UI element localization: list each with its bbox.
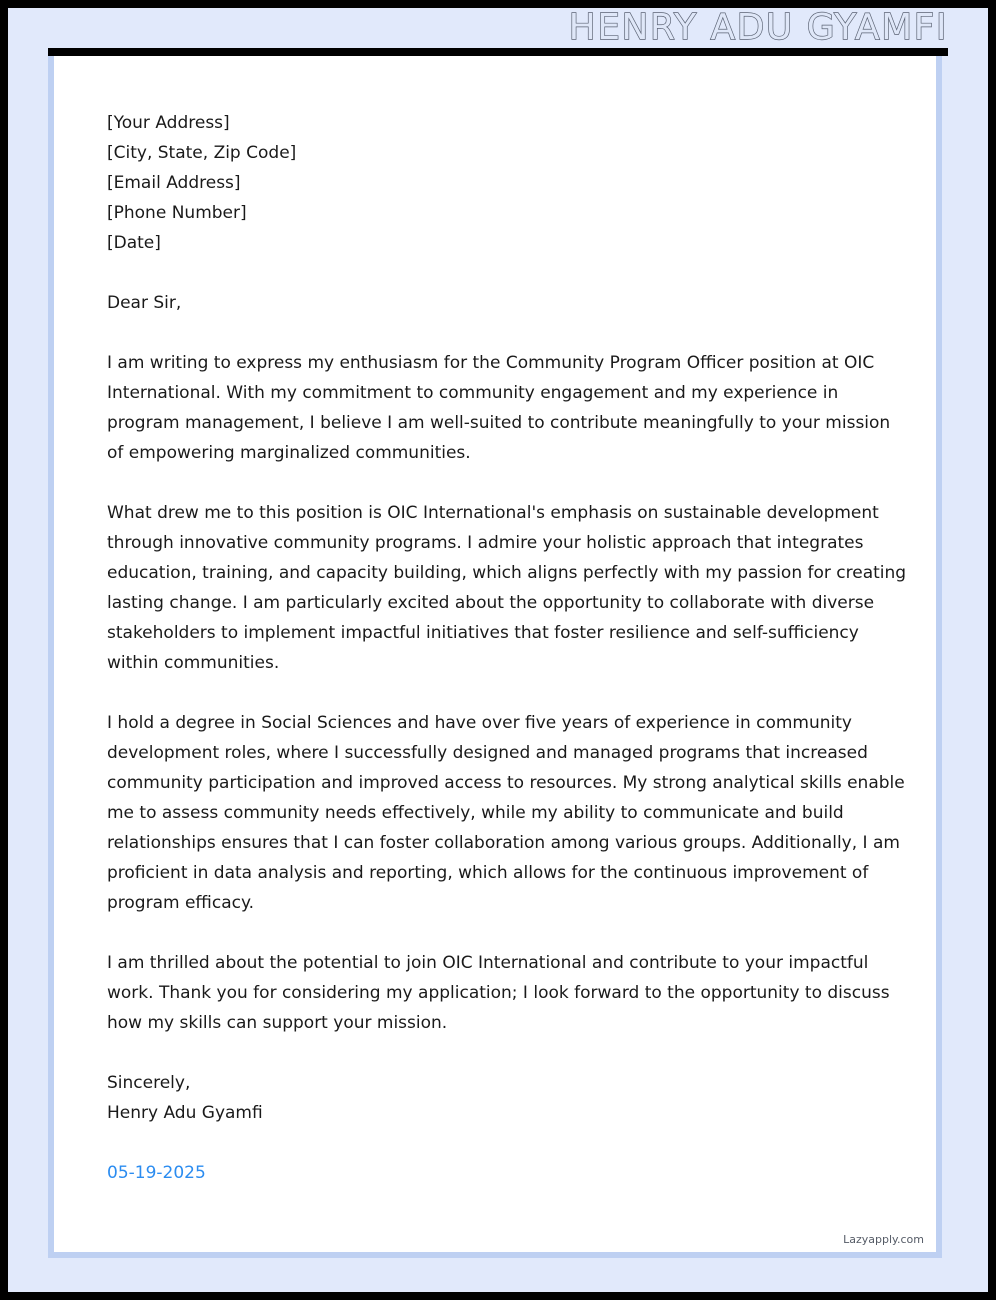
paragraph-closing: I am thrilled about the potential to join OIC International and contribute to your impactful work. Thank you for considering my application; I look forward to the opportunity to discuss how my skills can support your mission. [107,953,890,1033]
sender-address-block [107,108,907,258]
applicant-name-title: HENRY ADU GYAMFI [568,7,948,48]
signature-block [107,1068,907,1128]
paragraph-qualifications: I hold a degree in Social Sciences and have over five years of experience in community development roles, where I successfully designed and managed programs that increased community participation and improved access to resources. My strong analytical skills enable me to assess community needs effectively, while my ability to communicate and build relationships ensures that I can foster collaboration among various groups. Additionally, I am proficient in data analysis and reporting, which allows for the continuous improvement of program efficacy. [107,713,905,913]
signature-name: Henry Adu Gyamfi [107,1103,263,1123]
header-divider-rule [48,48,948,56]
address-line-city-state-zip: [City, State, Zip Code] [107,143,297,163]
date-stamp: 05-19-2025 [107,1163,206,1183]
document-canvas [8,8,988,1292]
name-banner [8,8,948,48]
paragraph-intro: I am writing to express my enthusiasm for the Community Program Officer position at OIC International. With my commitment to community engagement and my experience in program management, I believe I am well-suited to contribute meaningfully to your mission of empowering marginalized communities. [107,353,891,463]
closing-salutation: Sincerely, [107,1073,191,1093]
address-line-date: [Date] [107,233,161,253]
cover-letter-body [107,108,907,1188]
paragraph-motivation: What drew me to this position is OIC International's emphasis on sustainable development through innovative community programs. I admire your holistic approach that integrates education, training, and capacity building, which aligns perfectly with my passion for creating lasting change. I am particularly excited about the opportunity to collaborate with diverse stakeholders to implement impactful initiatives that foster resilience and self-sufficiency within communities. [107,503,907,673]
letter-page-sheet [48,56,942,1258]
address-line-email: [Email Address] [107,173,241,193]
address-line-street: [Your Address] [107,113,230,133]
footer-watermark: Lazyapply.com [843,1233,924,1246]
address-line-phone: [Phone Number] [107,203,247,223]
salutation: Dear Sir, [107,293,182,313]
